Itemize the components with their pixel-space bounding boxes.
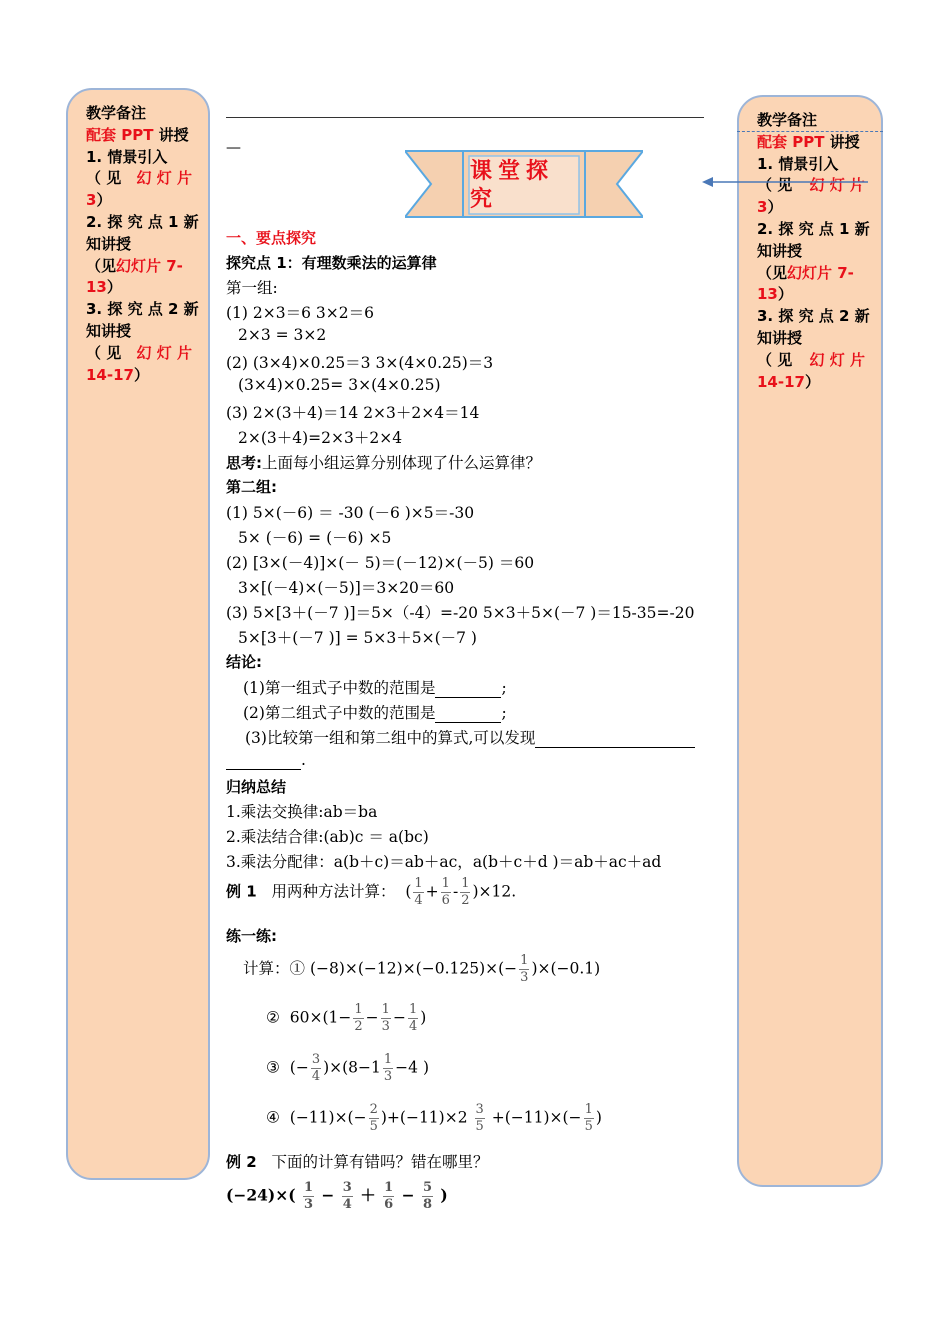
notes-item-2-ref: （见幻灯片 7- [757, 263, 854, 282]
banner-title: 课堂探究 [470, 159, 555, 212]
conclusion-2: (2)第二组式子中数的范围是 ; [243, 704, 507, 722]
g1-line-2b: (3×4)×0.25= 3×(4×0.25) [238, 376, 441, 394]
practice-2: ② 60×(1− $\frac{1}{2}$ − $\frac{1}{3}$ − $\frac{1}{4}$ ) [266, 1002, 427, 1034]
notes-item-3: 3. 探 究 点 2 新 [86, 300, 199, 319]
notes-item-2b: 知讲授 [86, 234, 132, 253]
notes-item-2: 2. 探 究 点 1 新 [86, 212, 199, 231]
notes-item-2-ref: （见幻灯片 7- [86, 256, 183, 275]
g1-line-2: (2) (3×4)×0.25＝3 3×(4×0.25)＝3 [226, 354, 494, 372]
fraction: $\frac{3}{5}$ [475, 1102, 484, 1134]
notes-item-1-ref-num: 3） [757, 198, 783, 217]
g2-line-2: (2) [3×(－4)]×(－ 5)＝(－12)×(－5) ＝60 [226, 554, 535, 572]
g1-line-3b: 2×(3＋4)=2×3＋2×4 [238, 429, 403, 447]
g2-line-3: (3) 5×[3＋(－7 )]＝5×（-4）=-20 5×3＋5×(－7 )＝15-35=-20 [226, 604, 695, 622]
right-panel-divider [737, 131, 883, 132]
g1-line-1: (1) 2×3＝6 3×2＝6 [226, 304, 374, 322]
notes-ppt: 配套 PPT 讲授 [86, 125, 189, 144]
fraction: $\frac{1}{6}$ [441, 876, 450, 908]
fraction: $\frac{1}{3}$ [520, 953, 529, 985]
notes-item-3: 3. 探 究 点 2 新 [757, 307, 870, 326]
notes-item-2b: 知讲授 [757, 241, 803, 260]
law-3: 3.乘法分配律：a(b＋c)＝ab＋ac，a(b＋c＋d )＝ab＋ac＋ad [226, 853, 662, 871]
practice-4: ④ (−11)×(− $\frac{2}{5}$ )+(−11)×2 $\frac{3}{5}$ +(−11)×(− $\frac{1}{5}$ ) [266, 1102, 602, 1134]
notes-ppt: 配套 PPT 讲授 [757, 132, 860, 151]
g2-line-2b: 3×[(－4)×(－5)]＝3×20＝60 [238, 579, 455, 597]
group-1-label: 第一组: [226, 279, 278, 297]
fraction: $\frac{2}{5}$ [369, 1102, 378, 1134]
summary-label: 归纳总结 [226, 778, 287, 796]
notes-item-2-ref-num: 13） [86, 278, 122, 297]
notes-item-3b: 知讲授 [757, 328, 803, 347]
notes-item-3-ref-num: 14-17） [757, 372, 820, 391]
law-2: 2.乘法结合律:(ab)c ＝ a(bc) [226, 828, 429, 846]
notes-item-1-ref: （ 见 幻 灯 片 [757, 176, 865, 195]
fraction: $\frac{3}{4}$ [311, 1052, 321, 1084]
notes-item-2: 2. 探 究 点 1 新 [757, 219, 870, 238]
right-notes-panel [737, 95, 883, 1187]
fraction: $\frac{3}{4}$ [342, 1180, 352, 1212]
fraction: $\frac{1}{3}$ [303, 1180, 313, 1212]
practice-label: 练一练: [226, 927, 277, 945]
notes-item-1: 1. 情景引入 [86, 147, 168, 166]
conclusion-3: (3)比较第一组和第二组中的算式,可以发现 [245, 726, 695, 748]
fraction: $\frac{1}{4}$ [408, 1002, 418, 1034]
example-2: 例 2 下面的计算有错吗？错在哪里？ [226, 1153, 489, 1171]
practice-1: 计算：① (−8)×(−12)×(−0.125)×(− $\frac{1}{3}$ )×(−0.1) [243, 953, 601, 985]
notes-item-3-ref: （ 见 幻 灯 片 [86, 343, 192, 362]
notes-title: 教学备注 [86, 104, 147, 122]
top-dash: — [226, 138, 241, 156]
g2-line-1b: 5× (－6) = (－6) ×5 [238, 529, 392, 547]
section-heading: 一、要点探究 [226, 229, 317, 247]
practice-3: ③ (− $\frac{3}{4}$ )×(8−1 $\frac{1}{3}$ −4 ) [266, 1052, 429, 1084]
fraction: $\frac{1}{2}$ [354, 1002, 363, 1034]
fraction: $\frac{1}{3}$ [383, 1052, 393, 1084]
fraction: $\frac{1}{4}$ [414, 876, 423, 908]
notes-item-2-ref-num: 13） [757, 285, 793, 304]
fraction: $\frac{5}{8}$ [422, 1180, 432, 1212]
left-notes-panel [66, 88, 210, 1180]
notes-item-3-ref-num: 14-17） [86, 365, 149, 384]
g2-line-3b: 5×[3＋(－7 )] = 5×3＋5×(－7 ) [238, 629, 477, 647]
fraction: $\frac{1}{3}$ [381, 1002, 390, 1034]
conclusion-1: (1)第一组式子中数的范围是 ; [243, 679, 507, 697]
fraction: $\frac{1}{2}$ [461, 876, 470, 908]
g1-line-1b: 2×3 = 3×2 [238, 326, 327, 344]
notes-item-3b: 知讲授 [86, 321, 132, 340]
notes-item-1: 1. 情景引入 [757, 154, 839, 173]
think-line: 思考:上面每小组运算分别体现了什么运算律？ [226, 454, 542, 472]
point-1-heading: 探究点 1：有理数乘法的运算律 [226, 254, 437, 272]
notes-item-3-ref: （ 见 幻 灯 片 [757, 350, 865, 369]
example-2-expression: (−24)×( $\frac{1}{3}$ − $\frac{3}{4}$ ＋ $\frac{1}{6}$ − $\frac{5}{8}$ ) [226, 1180, 448, 1212]
notes-item-1-ref-num: 3） [86, 191, 112, 210]
arrow-left-icon [700, 172, 870, 192]
group-2-label: 第二组: [226, 478, 277, 496]
fraction: $\frac{1}{6}$ [384, 1180, 394, 1212]
conclusion-3-cont: . [226, 751, 306, 770]
notes-title: 教学备注 [757, 111, 818, 129]
law-1: 1.乘法交换律:ab＝ba [226, 803, 378, 821]
g1-line-3: (3) 2×(3＋4)＝14 2×3＋2×4＝14 [226, 404, 480, 422]
conclusion-label: 结论: [226, 653, 262, 671]
example-1: 例 1 用两种方法计算： ( $\frac{1}{4}$ + $\frac{1}{6}$ - $\frac{1}{2}$ )×12. [226, 876, 517, 908]
notes-item-1-ref: （ 见 幻 灯 片 [86, 169, 192, 188]
fraction: $\frac{1}{5}$ [584, 1102, 593, 1134]
g2-line-1: (1) 5×(－6) ＝ -30 (－6 )×5＝-30 [226, 504, 475, 522]
top-rule [226, 117, 704, 118]
